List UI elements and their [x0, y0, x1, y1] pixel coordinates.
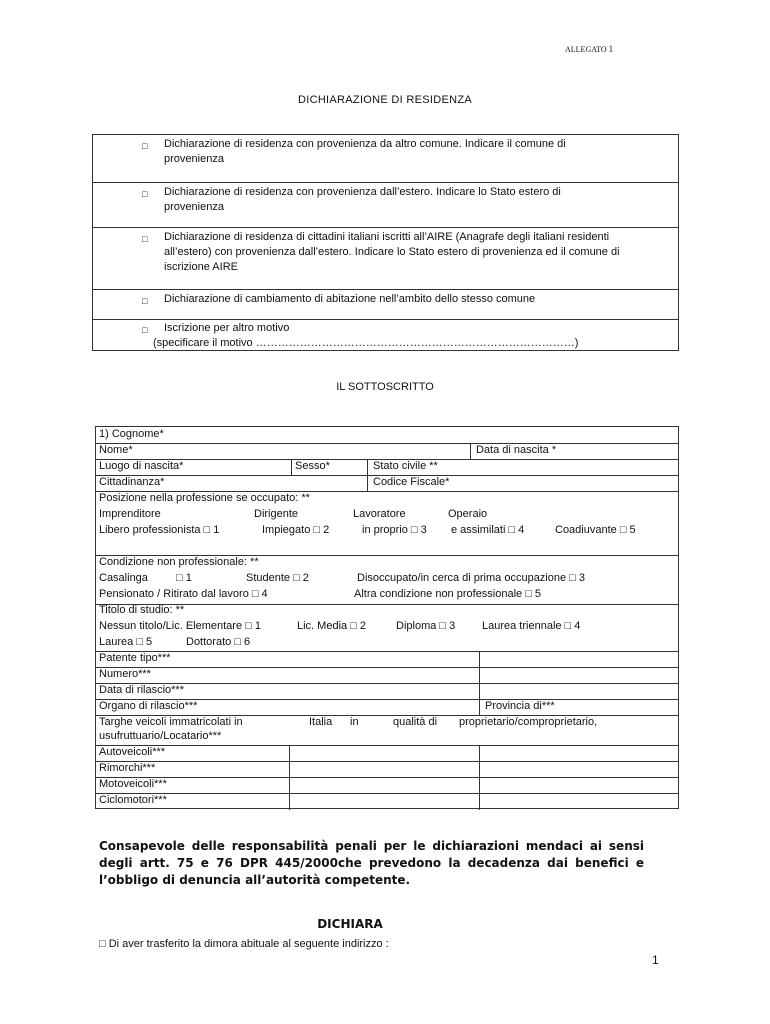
posizione-choice[interactable]: in proprio □ 3	[362, 524, 427, 536]
cognome-label: 1) Cognome*	[99, 428, 164, 440]
posizione-choice[interactable]: e assimilati □ 4	[451, 524, 525, 536]
condizione-choice[interactable]: Altra condizione non professionale □ 5	[354, 588, 542, 600]
cittadinanza-label: Cittadinanza*	[99, 476, 165, 488]
option-same-comune	[93, 289, 678, 319]
posizione-choice[interactable]: Libero professionista □ 1	[99, 524, 220, 536]
option-line: Dichiarazione di residenza con provenienza da altro comune. Indicare il comune di	[164, 138, 566, 150]
option-line: iscrizione AIRE	[164, 261, 238, 273]
posizione-option: Dirigente	[254, 508, 299, 520]
posizione-option: Lavoratore	[353, 508, 406, 520]
consapevole-paragraph: Consapevole delle responsabilità penali per le dichiarazioni mendaci ai sensi degli artt. 75 e 76 DPR 445/2000che prevedono la decadenza dai benefici e l’obbligo di denuncia all’autorità competente.	[99, 839, 644, 887]
personal-data-table	[95, 426, 679, 809]
stato-civile-label: Stato civile **	[373, 460, 438, 472]
posizione-choice[interactable]: Coadiuvante □ 5	[555, 524, 636, 536]
condizione-choice[interactable]: Disoccupato/in cerca di prima occupazione □ 3	[357, 572, 585, 584]
sesso-label: Sesso*	[295, 460, 330, 472]
option-line: provenienza	[164, 153, 224, 165]
option-line: Dichiarazione di residenza con provenienza dall’estero. Indicare lo Stato estero di	[164, 186, 561, 198]
page-title: DICHIARAZIONE DI RESIDENZA	[297, 94, 473, 106]
nome-label: Nome*	[99, 444, 133, 456]
option-line: all’estero) con provenienza dall’estero. Indicare lo Stato estero di provenienza ed il comune di	[164, 246, 620, 258]
data-nascita-label: Data di nascita *	[476, 444, 557, 456]
autoveicoli-label: Autoveicoli***	[99, 746, 166, 758]
checkbox[interactable]: □	[142, 234, 148, 244]
luogo-nascita-label: Luogo di nascita*	[99, 460, 184, 472]
titolo-choice[interactable]: Laurea □ 5	[99, 636, 153, 648]
targhe-label: Targhe veicoli immatricolati in	[99, 716, 243, 728]
titolo-header: Titolo di studio: **	[99, 604, 185, 616]
motivo-field[interactable]: (specificare il motivo ……………………………………………………………………………)	[153, 337, 579, 349]
checkbox[interactable]: □	[142, 296, 148, 306]
posizione-header: Posizione nella professione se occupato: **	[99, 492, 310, 504]
option-line: Dichiarazione di residenza di cittadini italiani iscritti all’AIRE (Anagrafe degli italiani residenti	[164, 231, 610, 243]
targhe-label: proprietario/comproprietario,	[459, 716, 598, 728]
checkbox[interactable]: □	[142, 325, 148, 335]
condizione-choice[interactable]: Studente □ 2	[246, 572, 309, 584]
condizione-option: Casalinga	[99, 572, 148, 584]
page-number: 1	[652, 953, 659, 967]
organo-rilascio-label: Organo di rilascio***	[99, 700, 198, 712]
ciclomotori-label: Ciclomotori***	[99, 794, 167, 806]
option-line: Dichiarazione di cambiamento di abitazione nell’ambito dello stesso comune	[164, 293, 536, 305]
option-altro-motivo	[93, 319, 678, 352]
allegato-text: ALLEGATO	[565, 45, 607, 54]
posizione-choice[interactable]: Impiegato □ 2	[262, 524, 330, 536]
provincia-label: Provincia di***	[485, 700, 555, 712]
condizione-header: Condizione non professionale: **	[99, 556, 259, 568]
motoveicoli-label: Motoveicoli***	[99, 778, 167, 790]
rimorchi-label: Rimorchi***	[99, 762, 156, 774]
titolo-choice[interactable]: Laurea triennale □ 4	[482, 620, 581, 632]
targhe-label: qualità di	[393, 716, 438, 728]
allegato-number: 1	[608, 44, 614, 54]
option-line: provenienza	[164, 201, 224, 213]
patente-label: Patente tipo***	[99, 652, 171, 664]
posizione-option: Imprenditore	[99, 508, 161, 520]
targhe-label: in	[350, 716, 359, 728]
option-aire	[93, 227, 678, 289]
option-estero	[93, 182, 678, 227]
titolo-choice[interactable]: Nessun titolo/Lic. Elementare □ 1	[99, 620, 261, 632]
posizione-option: Operaio	[448, 508, 488, 520]
titolo-choice[interactable]: Lic. Media □ 2	[297, 620, 367, 632]
titolo-choice[interactable]: Dottorato □ 6	[186, 636, 251, 648]
trasferito-option[interactable]: □ Di aver trasferito la dimora abituale al seguente indirizzo :	[99, 938, 389, 950]
option-line: Iscrizione per altro motivo	[164, 322, 290, 334]
condizione-choice[interactable]: Pensionato / Ritirato dal lavoro □ 4	[99, 588, 268, 600]
condizione-choice[interactable]: □ 1	[176, 572, 192, 584]
targhe-label: Italia	[309, 716, 333, 728]
titolo-choice[interactable]: Diploma □ 3	[396, 620, 456, 632]
targhe-label: usufruttuario/Locatario***	[99, 730, 222, 742]
checkbox[interactable]: □	[142, 141, 148, 151]
codice-fiscale-label: Codice Fiscale*	[373, 476, 450, 488]
data-rilascio-label: Data di rilascio***	[99, 684, 184, 696]
numero-label: Numero***	[99, 668, 151, 680]
section-title-sottoscritto: IL SOTTOSCRITTO	[336, 381, 434, 393]
residence-options-box	[92, 134, 679, 351]
allegato-label	[565, 44, 613, 54]
checkbox[interactable]: □	[142, 189, 148, 199]
option-other-comune	[93, 135, 678, 182]
section-title-dichiara: DICHIARA	[317, 917, 383, 931]
